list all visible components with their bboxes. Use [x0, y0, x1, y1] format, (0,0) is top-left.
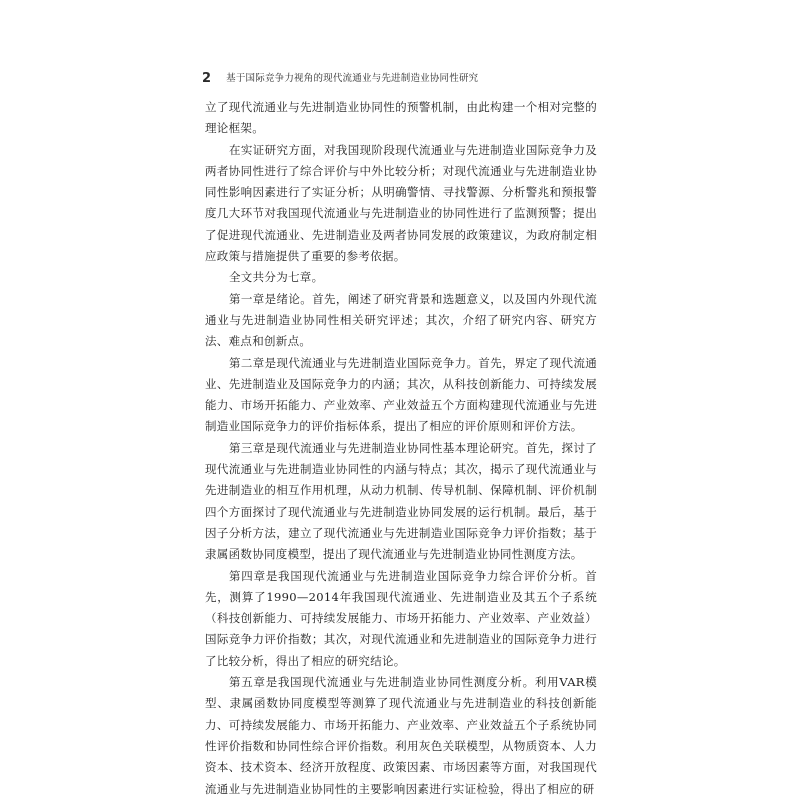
page-number: 2 [202, 71, 212, 86]
paragraph-continuation: 立了现代流通业与先进制造业协同性的预警机制，由此构建一个相对完整的理论框架。 [205, 100, 597, 136]
running-title: 基于国际竞争力视角的现代流通业与先进制造业协同性研究 [226, 73, 479, 84]
paragraph-chapter-1: 第一章是绪论。首先，阐述了研究背景和选题意义，以及国内外现代流通业与先进制造业协同性相关研究评述；其次，介绍了研究内容、研究方法、难点和创新点。 [205, 291, 597, 349]
body-text [205, 97, 597, 800]
paragraph-chapter-count: 全文共分为七章。 [229, 270, 324, 285]
paragraph-chapter-3: 第三章是现代流通业与先进制造业协同性基本理论研究。首先，探讨了现代流通业与先进制造业协同性的内涵与特点；其次，揭示了现代流通业与先进制造业的相互作用机理，从动力机制、传导机制、保障机制、评价机制四个方面探讨了现代流通业与先进制造业协同发展的运行机制。最后，基于因子分析方法，建立了现代流通业与先进制造业国际竞争力评价指数；基于隶属函数协同度模型，提出了现代流通业与先进制造业协同性测度方法。 [205, 440, 597, 562]
paragraph-chapter-4: 第四章是我国现代流通业与先进制造业国际竞争力综合评价分析。首先，测算了1990—2014年我国现代流通业、先进制造业及其五个子系统（科技创新能力、可持续发展能力、市场开拓能力、产业效率、产业效益）国际竞争力评价指数；其次，对现代流通业和先进制造业的国际竞争力进行了比较分析，得出了相应的研究结论。 [205, 568, 597, 668]
page-header [202, 66, 478, 86]
paragraph-empirical-research: 在实证研究方面，对我国现阶段现代流通业与先进制造业国际竞争力及两者协同性进行了综合评价与中外比较分析；对现代流通业与先进制造业协同性影响因素进行了实证分析；从明确警情、寻找警源、分析警兆和预报警度几大环节对我国现代流通业与先进制造业的协同性进行了监测预警；提出了促进现代流通业、先进制造业及两者协同发展的政策建议，为政府制定相应政策与措施提供了重要的参考依据。 [205, 142, 597, 264]
paragraph-chapter-5: 第五章是我国现代流通业与先进制造业协同性测度分析。利用VAR模型、隶属函数协同度模型等测算了现代流通业与先进制造业的科技创新能力、可持续发展能力、市场开拓能力、产业效率、产业效益五个子系统协同性评价指数和协同性综合评价指数。利用灰色关联模型，从物质资本、人力资本、技术资本、经济开放程度、政策因素、市场因素等方面，对我国现代流通业与先进制造业协同性的主要影响因素进行实证检验，得出了相应的研 [205, 675, 597, 796]
paragraph-chapter-2: 第二章是现代流通业与先进制造业国际竞争力。首先，界定了现代流通业、先进制造业及国际竞争力的内涵；其次，从科技创新能力、可持续发展能力、市场开拓能力、产业效率、产业效益五个方面构建现代流通业与先进制造业国际竞争力的评价指标体系，提出了相应的评价原则和评价方法。 [205, 355, 597, 434]
